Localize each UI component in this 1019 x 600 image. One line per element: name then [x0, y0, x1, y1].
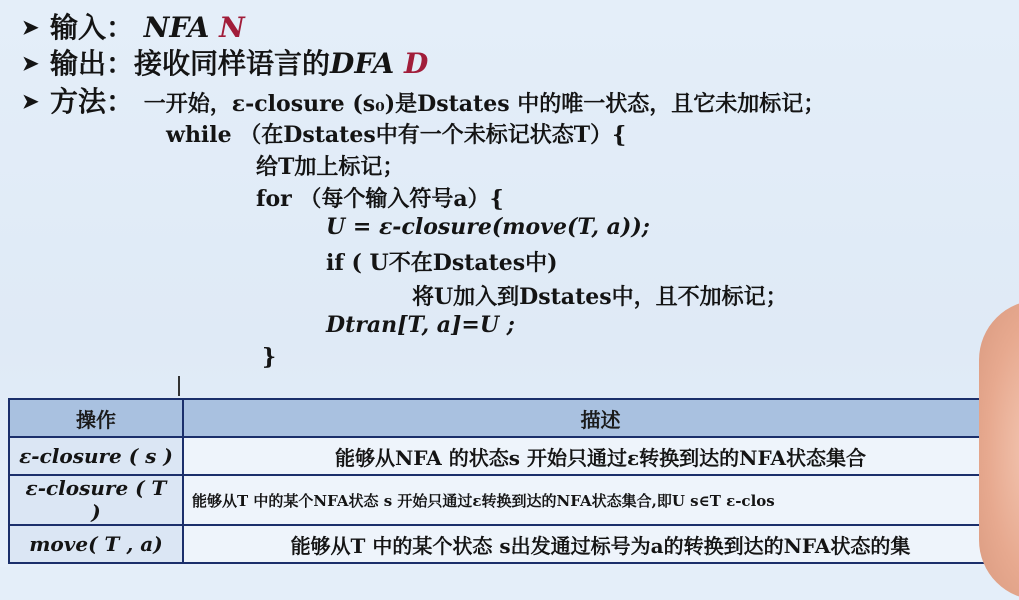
- algo-line-assign: U = ε-closure(move(T, a));: [326, 214, 650, 240]
- op-cell: move( T , a): [9, 525, 183, 563]
- arrow-bullet-icon: ➤: [22, 51, 39, 75]
- input-label: 输入：: [50, 11, 135, 44]
- desc-cell: 能够从NFA 的状态s 开始只通过ε转换到达的NFA状态集合: [183, 437, 1018, 475]
- bullet-input: [22, 6, 245, 46]
- algo-line-mark: 给T加上标记；: [256, 154, 405, 180]
- method-label: 方法：: [50, 85, 135, 118]
- input-symbol: N: [219, 11, 245, 44]
- output-value: DFA: [330, 47, 395, 80]
- op-cell: ε-closure ( s ): [9, 437, 183, 475]
- header-desc: 描述: [183, 399, 1018, 437]
- text-cursor: [178, 376, 180, 396]
- desc-cell: 能够从T 中的某个NFA状态 s 开始只通过ε转换到达的NFA状态集合,即U s∈T ε-clos: [183, 475, 1018, 525]
- algo-line-add: 将U加入到Dstates中，且不加标记；: [412, 284, 788, 310]
- method-text: 一开始，ε-closure (s₀)是Dstates 中的唯一状态，且它未加标记；: [143, 91, 826, 117]
- algo-line-dtran: Dtran[T, a]=U ;: [326, 312, 515, 338]
- algo-line-for: for （每个输入符号a）{: [256, 186, 504, 212]
- output-text: 接收同样语言的: [134, 47, 331, 80]
- algo-line-close: }: [262, 344, 277, 370]
- bullet-output: [22, 42, 428, 82]
- arrow-bullet-icon: ➤: [22, 15, 39, 39]
- header-op: 操作: [9, 399, 183, 437]
- algo-line-if: if ( U不在Dstates中): [326, 250, 558, 276]
- algo-line-while: while （在Dstates中有一个未标记状态T）{: [166, 122, 627, 148]
- bullet-method: [22, 80, 825, 120]
- table-row: [9, 437, 1018, 475]
- table-row: [9, 525, 1018, 563]
- presenter-hand: [979, 300, 1019, 600]
- arrow-bullet-icon: ➤: [22, 89, 39, 113]
- output-symbol: D: [404, 47, 429, 80]
- operations-table: [8, 398, 1019, 564]
- input-value: NFA: [143, 11, 210, 44]
- desc-cell: 能够从T 中的某个状态 s出发通过标号为a的转换到达的NFA状态的集: [183, 525, 1018, 563]
- table-row: [9, 475, 1018, 525]
- op-cell: ε-closure ( T ): [9, 475, 183, 525]
- table-header-row: [9, 399, 1018, 437]
- output-label: 输出：: [50, 47, 135, 80]
